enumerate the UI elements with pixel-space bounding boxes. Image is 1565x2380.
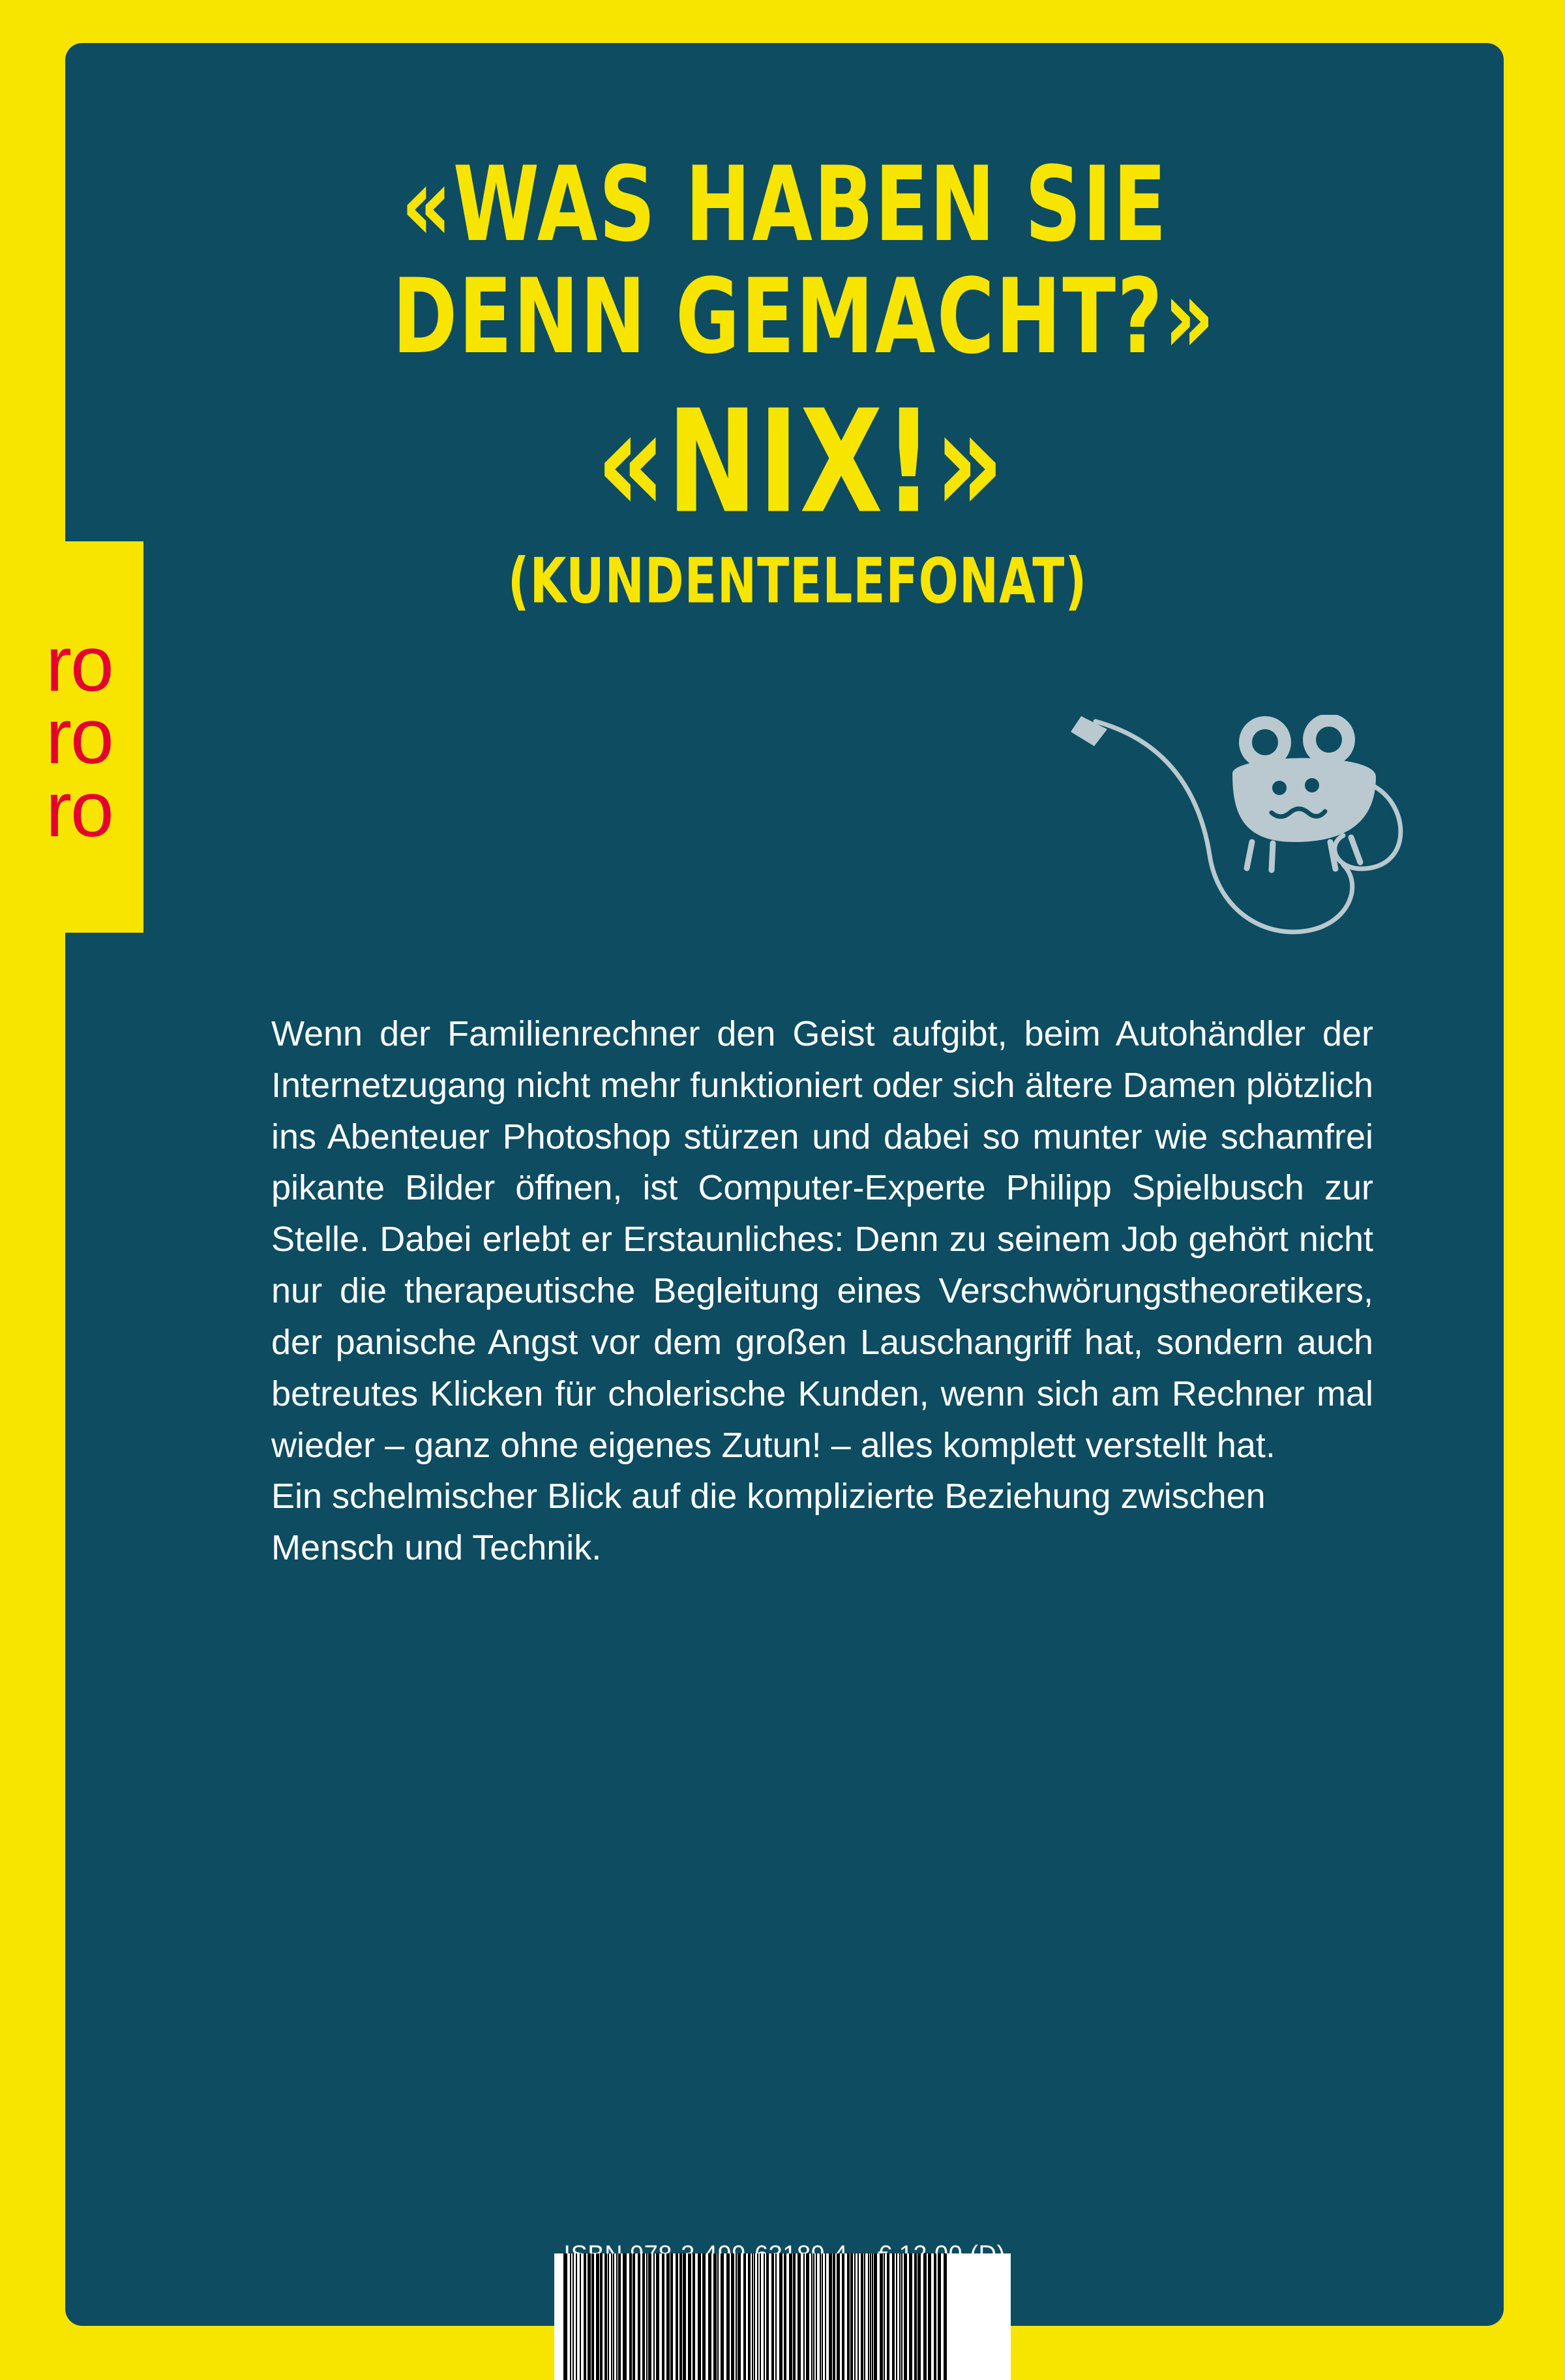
headline-subtitle: (KUNDENTELEFONAT): [507, 545, 1088, 617]
isbn-barcode: [554, 2253, 1011, 2380]
publisher-logo-line-3: ro: [46, 765, 113, 853]
blurb-paragraph-2: Ein schelmischer Blick auf die komplizierte Beziehung zwischen Mensch und Technik.: [271, 1477, 1266, 1568]
computer-mouse-icon: [1069, 715, 1435, 963]
headline-line-3: «NIX!»: [596, 379, 1006, 545]
blurb-paragraph-1: Wenn der Familienrechner den Geist aufgibt, beim Autohändler der Internetzugang nicht mehr funktioniert oder sich ältere Damen plötzlich ins Abenteuer Photoshop stürzen und dabei so munter wie schamfrei pikante Bilder öffnen, ist Computer-Experte Philipp Spielbusch zur Stelle. Dabei erlebt er Erstaunliches: Denn zu seinem Job gehört nicht nur die therapeutische Begleitung eines Verschwörungstheoretikers, der panische Angst vor dem großen Lauschangriff hat, sondern auch betreutes Klicken für cholerische Kunden, wenn sich am Rechner mal wieder – ganz ohne eigenes Zutun! – alles komplett verstellt hat.: [271, 1014, 1373, 1465]
cover-panel: [65, 43, 1504, 2326]
headline-line-2: DENN GEMACHT?»: [392, 257, 1216, 378]
publisher-logo-line-1: ro: [46, 620, 113, 708]
cover-headline: [65, 145, 1504, 617]
publisher-logo-line-2: ro: [46, 693, 113, 781]
back-cover-blurb: [271, 1008, 1373, 1574]
headline-line-1: «WAS HABEN SIE: [401, 145, 1168, 265]
publisher-logo-rororo: [39, 541, 143, 933]
